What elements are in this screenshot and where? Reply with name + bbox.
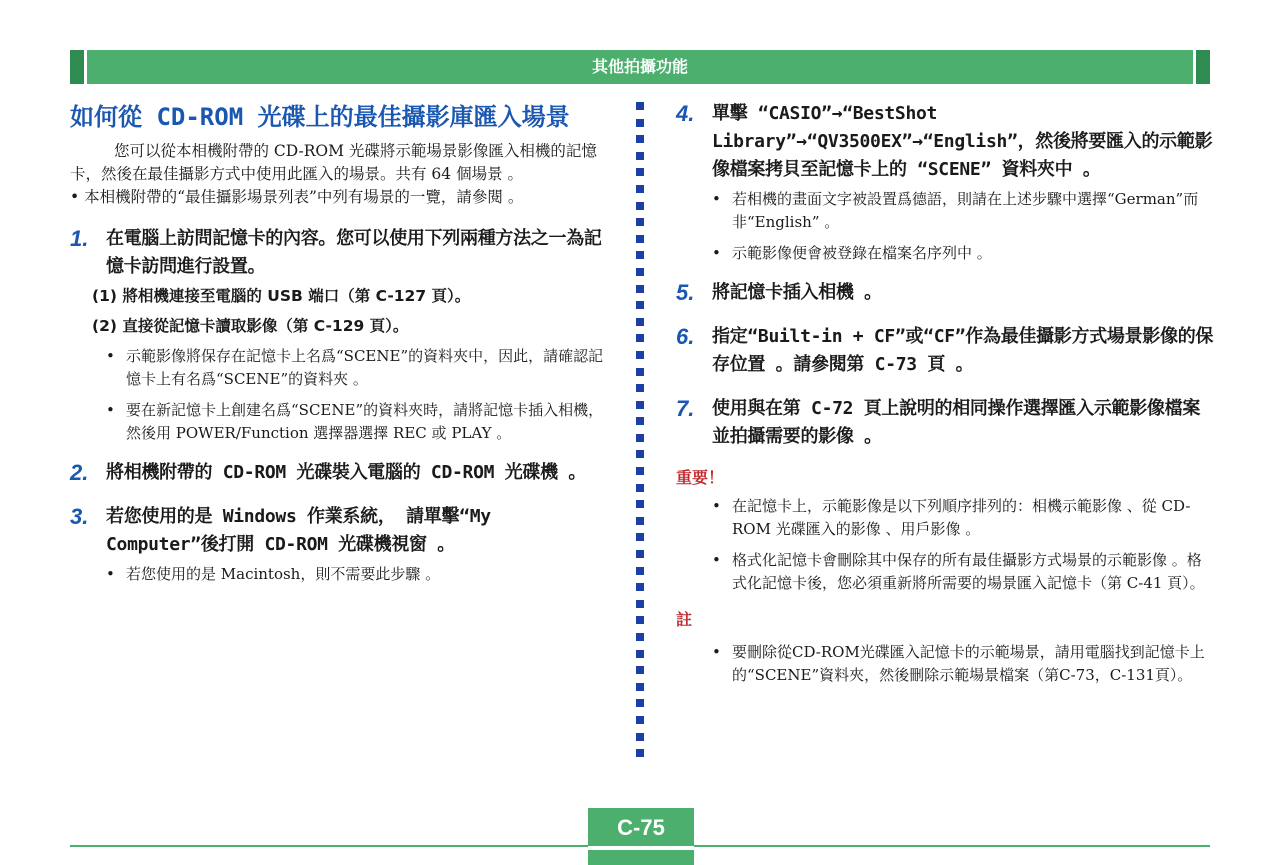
step-number: 2.: [70, 460, 89, 485]
step-text: 將相機附帶的 CD-ROM 光碟裝入電腦的 CD-ROM 光碟機 。: [106, 462, 587, 483]
header-right-block: [1196, 50, 1210, 84]
step-number: 4.: [676, 101, 695, 126]
step-3: [70, 503, 610, 559]
intro-paragraph: 您可以從本相機附帶的 CD-ROM 光碟將示範場景影像匯入相機的記憶卡，然後在最佳攝影方式中使用此匯入的場景。共有 64 個場景 。: [70, 142, 597, 183]
bullet-item: • 要刪除從CD-ROM光碟匯入記憶卡的示範場景，請用電腦找到記憶卡上的“SCENE”資料夾，然後刪除示範場景檔案（第C-73，C-131頁）。: [712, 643, 1205, 684]
step-3-bullets: [70, 563, 610, 586]
bullet-item: • 示範影像便會被登錄在檔案名序列中 。: [712, 244, 992, 262]
step-text: 使用與在第 C-72 頁上說明的相同操作選擇匯入示範影像檔案並拍攝需要的影像 。: [712, 398, 1201, 447]
step-text: 在電腦上訪問記憶卡的內容。您可以使用下列兩種方法之一為記憶卡訪問進行設置。: [106, 228, 602, 277]
note-title: 註: [676, 610, 693, 629]
step-text: 單擊 “CASIO”→“BestShot Library”→“QV3500EX”→“English”，然後將要匯入的示範影像檔案拷貝至記憶卡上的 “SCENE” 資料夾中 。: [712, 103, 1213, 180]
right-column: [676, 100, 1216, 695]
step-number: 5.: [676, 280, 695, 305]
step-1-option-2: (2) 直接從記憶卡讀取影像（第 C-129 頁）。: [92, 317, 409, 335]
step-number: 1.: [70, 226, 89, 251]
bullet-item: • 若相機的畫面文字被設置爲德語，則請在上述步驟中選擇“German”而非“English” 。: [712, 190, 1199, 231]
step-number: 7.: [676, 396, 695, 421]
step-4: [676, 100, 1216, 184]
step-5: [676, 279, 1216, 307]
step-2: [70, 459, 610, 487]
header-title: 其他拍攝功能: [591, 57, 688, 76]
step-number: 6.: [676, 324, 695, 349]
section-title: 如何從 CD-ROM 光碟上的最佳攝影庫匯入場景: [70, 103, 570, 131]
header-left-block: [70, 50, 84, 84]
bullet-item: • 若您使用的是 Macintosh，則不需要此步驟 。: [106, 565, 441, 583]
header-separator: [1193, 50, 1196, 84]
column-divider: [636, 102, 644, 782]
step-4-bullets: [676, 188, 1216, 265]
important-bullets: [676, 495, 1216, 595]
page-number: C-75: [617, 815, 665, 840]
bullet-item: • 格式化記憶卡會刪除其中保存的所有最佳攝影方式場景的示範影像 。格式化記憶卡後，您必須重新將所需要的場景匯入記憶卡（第 C-41 頁）。: [712, 551, 1205, 592]
bullet-item: • 示範影像將保存在記憶卡上名爲“SCENE”的資料夾中，因此，請確認記憶卡上有名爲“SCENE”的資料夾 。: [106, 347, 604, 388]
step-number: 3.: [70, 504, 89, 529]
step-7: [676, 395, 1216, 451]
step-text: 若您使用的是 Windows 作業系統， 請單擊“My Computer”後打開 CD-ROM 光碟機視窗 。: [106, 506, 491, 555]
important-title: 重要！: [676, 468, 725, 487]
step-1-bullets: [70, 345, 610, 445]
intro-note: • 本相機附帶的“最佳攝影場景列表”中列有場景的一覽，請參閱 。: [70, 188, 524, 206]
left-column: [70, 100, 610, 594]
bullet-item: • 要在新記憶卡上創建名爲“SCENE”的資料夾時，請將記憶卡插入相機，然後用 POWER/Function 選擇器選擇 REC 或 PLAY 。: [106, 401, 604, 442]
step-1-option-1: (1) 將相機連接至電腦的 USB 端口（第 C-127 頁）。: [92, 287, 471, 305]
bullet-item: • 在記憶卡上，示範影像是以下列順序排列的：相機示範影像 、從 CD-ROM 光碟匯入的影像 、用戶影像 。: [712, 497, 1191, 538]
step-6: [676, 323, 1216, 379]
step-text: 指定“Built-in + CF”或“CF”作為最佳攝影方式場景影像的保存位置 。請參閱第 C-73 頁 。: [712, 326, 1214, 375]
step-1: [70, 225, 610, 281]
note-bullets: [676, 641, 1216, 687]
step-text: 將記憶卡插入相機 。: [712, 282, 882, 303]
